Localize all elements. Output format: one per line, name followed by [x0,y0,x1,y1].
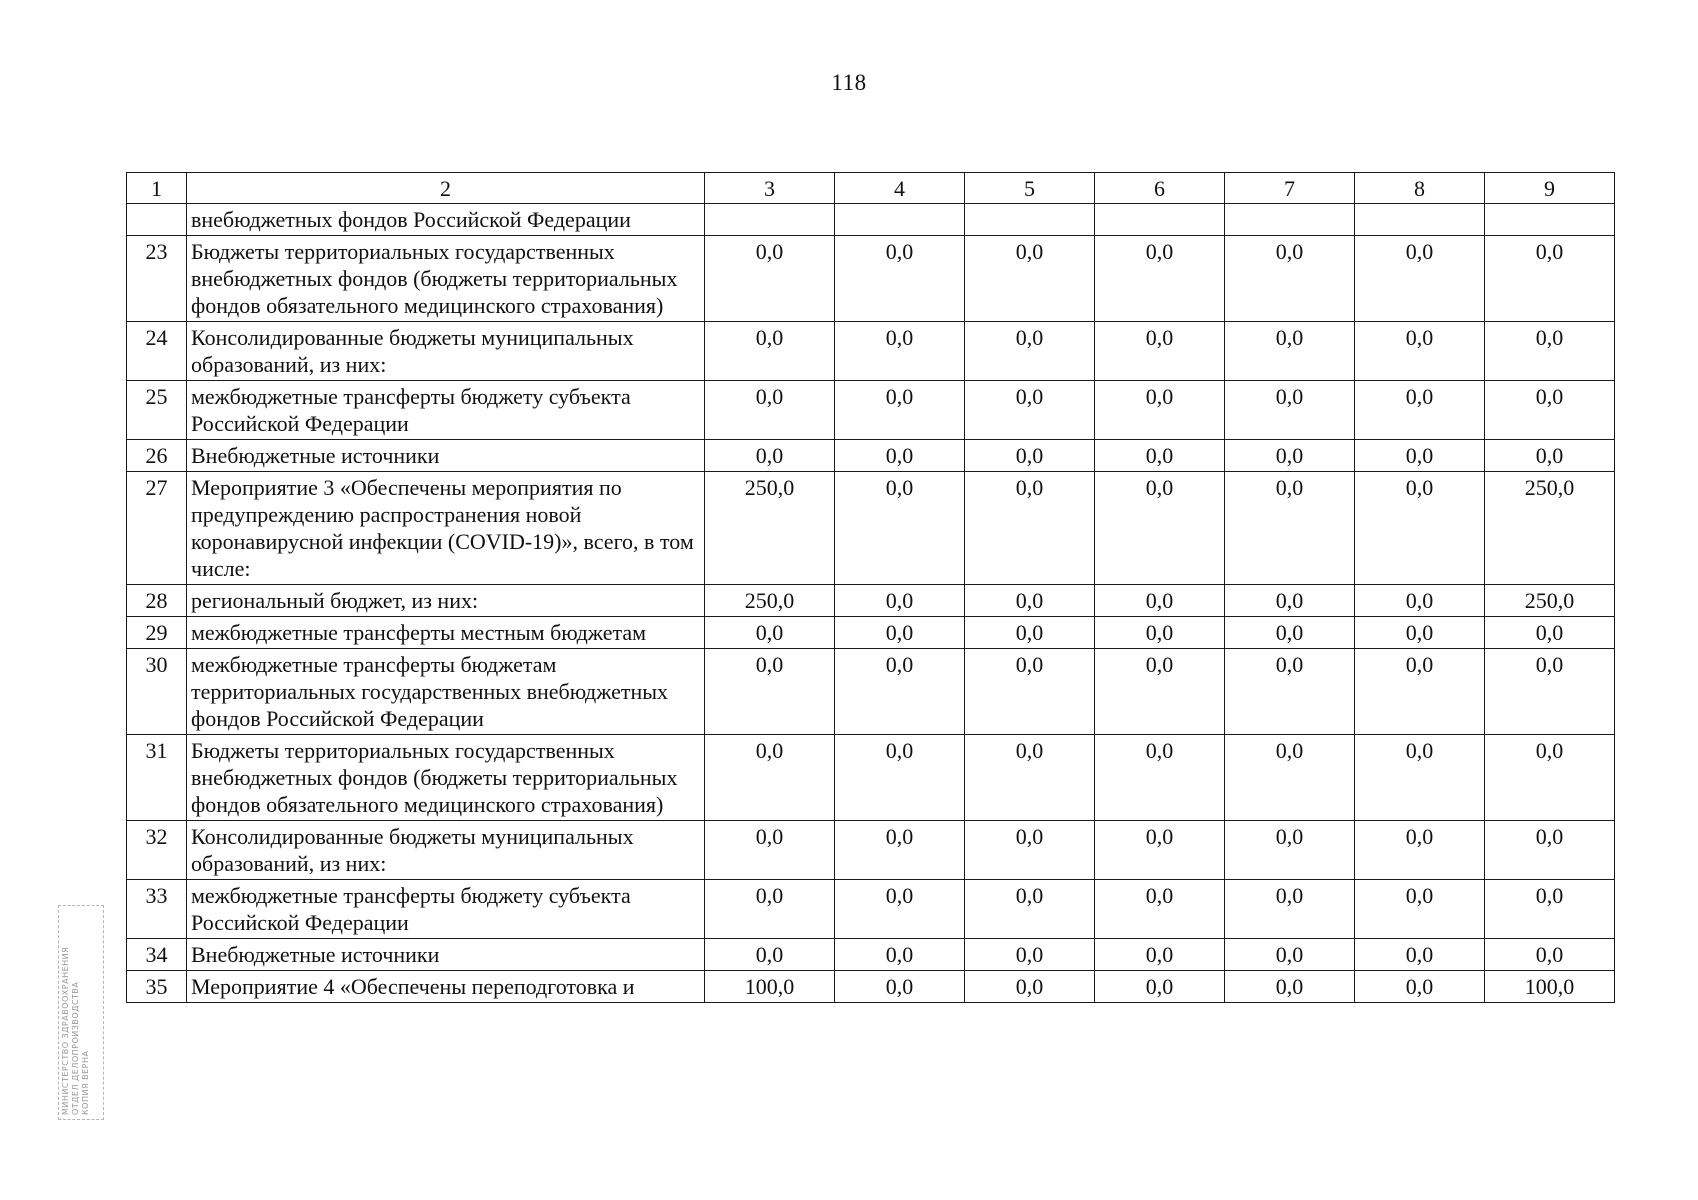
value-cell: 0,0 [1485,735,1615,821]
value-cell: 0,0 [1485,322,1615,381]
column-header: 8 [1355,173,1485,204]
value-cell [965,204,1095,236]
value-cell: 0,0 [1355,821,1485,880]
row-number: 35 [127,971,187,1003]
value-cell: 0,0 [1485,381,1615,440]
value-cell: 0,0 [1355,735,1485,821]
value-cell: 0,0 [835,472,965,585]
value-cell: 0,0 [965,322,1095,381]
value-cell: 0,0 [835,440,965,472]
table-row [127,322,1615,381]
value-cell: 0,0 [1225,735,1355,821]
value-cell [1485,204,1615,236]
value-cell: 0,0 [835,617,965,649]
value-cell: 0,0 [705,880,835,939]
value-cell: 0,0 [705,649,835,735]
value-cell [1225,204,1355,236]
value-cell: 0,0 [1355,440,1485,472]
value-cell: 0,0 [1485,649,1615,735]
value-cell: 0,0 [1225,236,1355,322]
value-cell: 0,0 [1485,236,1615,322]
table-row [127,617,1615,649]
value-cell: 0,0 [1485,880,1615,939]
value-cell: 0,0 [1225,322,1355,381]
value-cell [1355,204,1485,236]
value-cell: 0,0 [965,617,1095,649]
value-cell: 0,0 [1355,322,1485,381]
value-cell [835,204,965,236]
value-cell: 0,0 [1225,649,1355,735]
value-cell: 0,0 [965,472,1095,585]
column-header: 6 [1095,173,1225,204]
value-cell: 0,0 [1355,939,1485,971]
row-number: 33 [127,880,187,939]
budget-table [126,172,1615,1003]
table-row [127,939,1615,971]
table-row [127,585,1615,617]
row-description: межбюджетные трансферты бюджетам территориальных государственных внебюджетных фондов Российской Федерации [187,649,705,735]
value-cell [1095,204,1225,236]
row-number: 28 [127,585,187,617]
column-header: 7 [1225,173,1355,204]
value-cell: 0,0 [705,440,835,472]
value-cell: 0,0 [1095,236,1225,322]
column-header: 1 [127,173,187,204]
value-cell: 0,0 [1225,617,1355,649]
value-cell: 0,0 [705,236,835,322]
value-cell: 250,0 [1485,585,1615,617]
page-number: 118 [831,70,867,95]
value-cell: 0,0 [1485,617,1615,649]
row-description: Внебюджетные источники [187,440,705,472]
value-cell: 0,0 [1095,821,1225,880]
value-cell: 0,0 [1355,880,1485,939]
value-cell: 250,0 [705,472,835,585]
row-description: межбюджетные трансферты местным бюджетам [187,617,705,649]
value-cell: 0,0 [965,939,1095,971]
value-cell: 0,0 [1355,971,1485,1003]
value-cell: 0,0 [1095,440,1225,472]
column-header: 2 [187,173,705,204]
value-cell: 0,0 [1095,939,1225,971]
table-row [127,204,1615,236]
value-cell: 0,0 [965,236,1095,322]
row-number: 30 [127,649,187,735]
table-row [127,821,1615,880]
row-description: Консолидированные бюджеты муниципальных образований, из них: [187,821,705,880]
table-row [127,649,1615,735]
column-header: 3 [705,173,835,204]
value-cell: 0,0 [1225,821,1355,880]
value-cell: 0,0 [1095,880,1225,939]
table-row [127,440,1615,472]
value-cell: 0,0 [1225,381,1355,440]
value-cell: 0,0 [1225,440,1355,472]
row-description: региональный бюджет, из них: [187,585,705,617]
table-row [127,880,1615,939]
row-description: Мероприятие 3 «Обеспечены мероприятия по предупреждению распространения новой коронавирусной инфекции (COVID-19)», всего, в том числе: [187,472,705,585]
value-cell: 0,0 [1355,585,1485,617]
row-number: 31 [127,735,187,821]
value-cell: 0,0 [1095,322,1225,381]
value-cell: 0,0 [1225,939,1355,971]
value-cell: 0,0 [835,939,965,971]
value-cell: 0,0 [965,735,1095,821]
value-cell: 0,0 [1095,735,1225,821]
table-row [127,381,1615,440]
column-header: 9 [1485,173,1615,204]
value-cell: 0,0 [1225,472,1355,585]
value-cell: 0,0 [705,735,835,821]
value-cell: 0,0 [835,236,965,322]
value-cell: 0,0 [1095,649,1225,735]
row-description: Внебюджетные источники [187,939,705,971]
value-cell: 0,0 [705,939,835,971]
value-cell: 0,0 [965,880,1095,939]
value-cell: 0,0 [835,821,965,880]
stamp-text [58,905,104,1120]
row-description: Бюджеты территориальных государственных внебюджетных фондов (бюджеты территориальных фондов обязательного медицинского страхования) [187,735,705,821]
value-cell: 0,0 [835,649,965,735]
row-number: 34 [127,939,187,971]
row-description: Бюджеты территориальных государственных внебюджетных фондов (бюджеты территориальных фондов обязательного медицинского страхования) [187,236,705,322]
row-description: межбюджетные трансферты бюджету субъекта Российской Федерации [187,381,705,440]
value-cell: 0,0 [835,880,965,939]
value-cell: 100,0 [705,971,835,1003]
value-cell: 0,0 [1095,472,1225,585]
row-description: межбюджетные трансферты бюджету субъекта Российской Федерации [187,880,705,939]
row-number: 24 [127,322,187,381]
value-cell: 0,0 [1485,440,1615,472]
table-header-row [127,173,1615,204]
table-row [127,472,1615,585]
value-cell: 0,0 [1355,381,1485,440]
table-row [127,971,1615,1003]
stamp-line: ОТДЕЛ ДЕЛОПРОИЗВОДСТВА [71,981,80,1115]
value-cell: 0,0 [1355,617,1485,649]
value-cell: 0,0 [1095,381,1225,440]
value-cell: 0,0 [705,617,835,649]
row-number: 32 [127,821,187,880]
row-number [127,204,187,236]
value-cell: 0,0 [1485,939,1615,971]
row-description: Мероприятие 4 «Обеспечены переподготовка и [187,971,705,1003]
value-cell: 250,0 [705,585,835,617]
value-cell: 0,0 [965,821,1095,880]
value-cell: 0,0 [1095,971,1225,1003]
value-cell [705,204,835,236]
value-cell: 0,0 [1355,472,1485,585]
value-cell: 0,0 [835,735,965,821]
value-cell: 0,0 [1485,821,1615,880]
value-cell: 0,0 [705,322,835,381]
value-cell: 100,0 [1485,971,1615,1003]
row-description: внебюджетных фондов Российской Федерации [187,204,705,236]
value-cell: 0,0 [1225,880,1355,939]
stamp-line: МИНИСТЕРСТВО ЗДРАВООХРАНЕНИЯ [61,946,70,1115]
value-cell: 0,0 [965,971,1095,1003]
value-cell: 0,0 [1095,585,1225,617]
value-cell: 250,0 [1485,472,1615,585]
archive-stamp [58,905,104,1120]
value-cell: 0,0 [705,381,835,440]
table-body [127,204,1615,1003]
value-cell: 0,0 [705,821,835,880]
row-number: 25 [127,381,187,440]
table-row [127,236,1615,322]
row-number: 27 [127,472,187,585]
row-number: 23 [127,236,187,322]
value-cell: 0,0 [965,585,1095,617]
value-cell: 0,0 [965,649,1095,735]
column-header: 4 [835,173,965,204]
value-cell: 0,0 [965,381,1095,440]
table-row [127,735,1615,821]
value-cell: 0,0 [1355,649,1485,735]
column-header: 5 [965,173,1095,204]
row-description: Консолидированные бюджеты муниципальных образований, из них: [187,322,705,381]
stamp-line: КОПИЯ ВЕРНА [81,1050,90,1115]
value-cell: 0,0 [835,971,965,1003]
value-cell: 0,0 [1225,971,1355,1003]
value-cell: 0,0 [1095,617,1225,649]
row-number: 29 [127,617,187,649]
value-cell: 0,0 [965,440,1095,472]
row-number: 26 [127,440,187,472]
value-cell: 0,0 [1355,236,1485,322]
value-cell: 0,0 [1225,585,1355,617]
value-cell: 0,0 [835,585,965,617]
value-cell: 0,0 [835,381,965,440]
value-cell: 0,0 [835,322,965,381]
